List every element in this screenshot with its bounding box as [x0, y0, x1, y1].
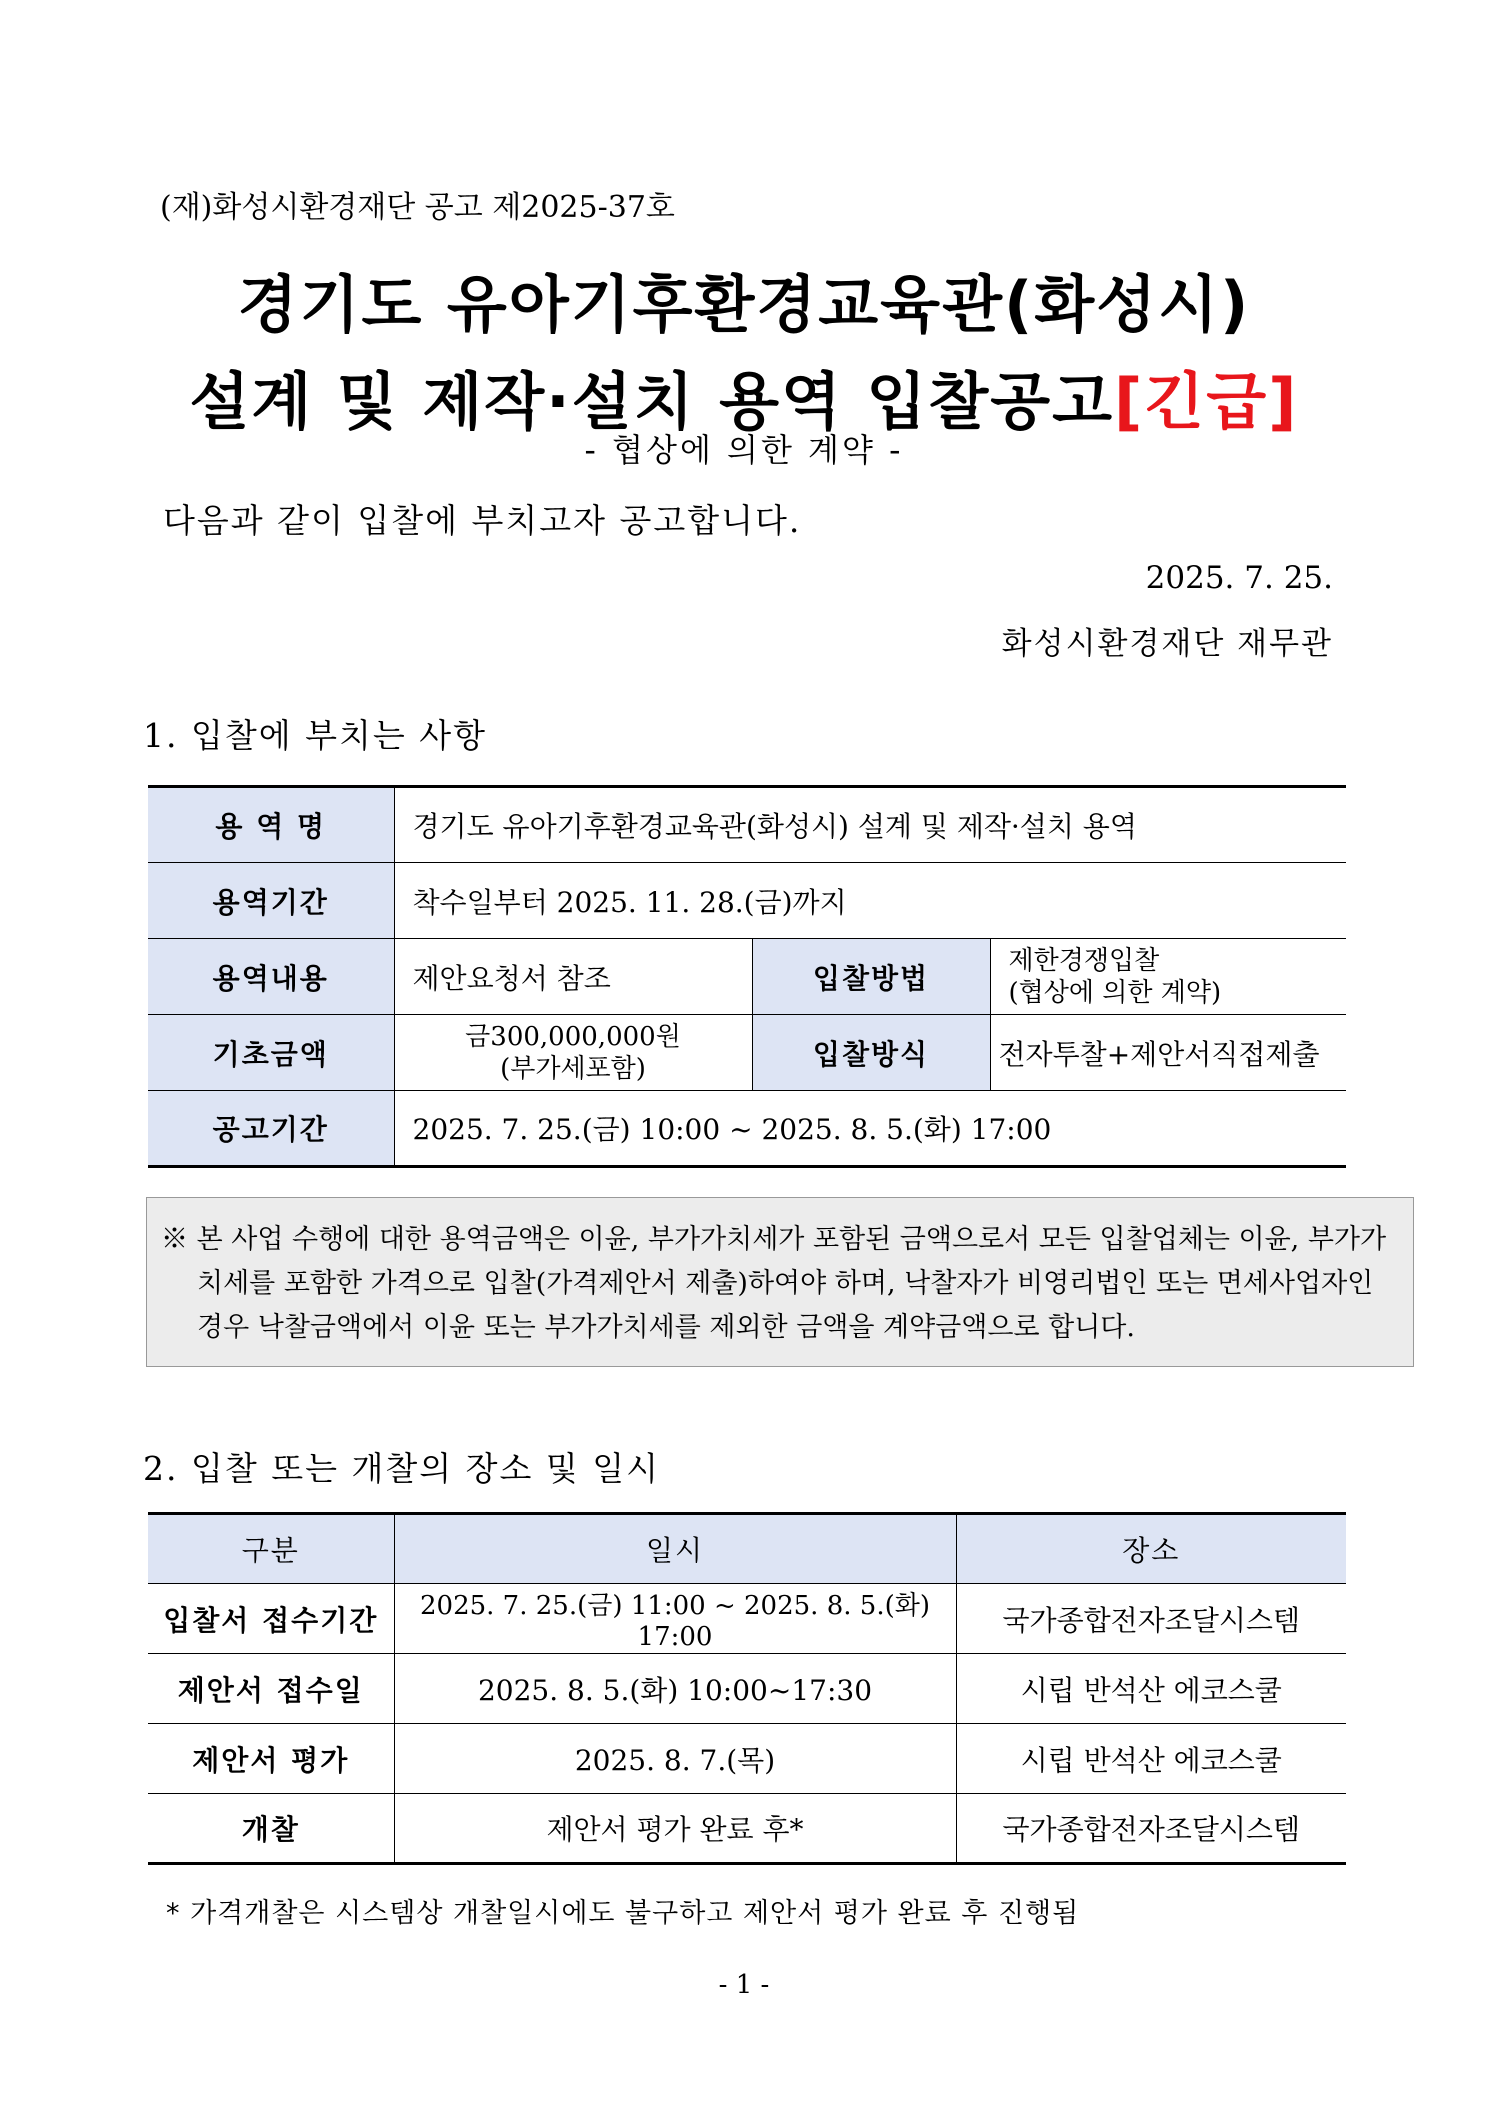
row-category: 제안서 평가 [148, 1724, 394, 1794]
note-box: ※ 본 사업 수행에 대한 용역금액은 이윤, 부가가치세가 포함된 금액으로서 모든 입찰업체는 이윤, 부가가치세를 포함한 가격으로 입찰(가격제안서 제출)하여야 하며, 낙찰자가 비영리법인 또는 면세사업자인 경우 낙찰금액에서 이윤 또는 부가가치세를 제외한 금액을 계약금액으로 합니다. [146, 1197, 1414, 1367]
content-value: 제안요청서 참조 [394, 939, 752, 1015]
row-datetime: 2025. 8. 5.(화) 10:00~17:30 [394, 1654, 956, 1724]
row-place: 국가종합전자조달시스템 [956, 1794, 1346, 1864]
notice-period-label: 공고기간 [148, 1091, 394, 1167]
row-place: 국가종합전자조달시스템 [956, 1584, 1346, 1654]
column-header: 구분 [148, 1514, 394, 1584]
table-row [148, 1015, 1346, 1091]
table-row [148, 863, 1346, 939]
table-row [148, 1091, 1346, 1167]
notice-period-value: 2025. 7. 25.(금) 10:00 ~ 2025. 8. 5.(화) 17:00 [394, 1091, 1346, 1167]
period-label: 용역기간 [148, 863, 394, 939]
table-row [148, 1724, 1346, 1794]
urgent-badge: [긴급] [1114, 365, 1299, 438]
issuer: 화성시환경재단 재무관 [1001, 626, 1333, 662]
base-amount-value [394, 1015, 752, 1091]
subtitle: - 협상에 의한 계약 - [584, 431, 904, 469]
title-line-1: 경기도 유아기후환경교육관(화성시) [237, 268, 1251, 341]
column-header: 장소 [956, 1514, 1346, 1584]
bid-type-value: 전자투찰+제안서직접제출 [990, 1015, 1346, 1091]
table-row [148, 1584, 1346, 1654]
bid-method-value [990, 939, 1346, 1015]
section-1-heading: 1. 입찰에 부치는 사항 [143, 716, 487, 755]
row-place: 시립 반석산 에코스쿨 [956, 1724, 1346, 1794]
row-category: 입찰서 접수기간 [148, 1584, 394, 1654]
table-row [148, 1654, 1346, 1724]
period-value: 착수일부터 2025. 11. 28.(금)까지 [394, 863, 1346, 939]
content-label: 용역내용 [148, 939, 394, 1015]
section-2-heading: 2. 입찰 또는 개찰의 장소 및 일시 [143, 1449, 660, 1488]
bid-method-line-2: (협상에 의한 계약) [1008, 977, 1222, 1008]
notice-date: 2025. 7. 25. [1145, 560, 1333, 596]
title-line-2-main: 설계 및 제작·설치 용역 입찰공고 [189, 365, 1115, 438]
base-amount-line-1: 금300,000,000원 [465, 1021, 681, 1052]
bid-method-line-1: 제한경쟁입찰 [1008, 945, 1160, 976]
table-row [148, 939, 1346, 1015]
bid-items-table [148, 785, 1346, 1168]
notice-number: (재)화성시환경재단 공고 제2025-37호 [160, 190, 675, 225]
schedule-table [148, 1512, 1346, 1865]
row-place: 시립 반석산 에코스쿨 [956, 1654, 1346, 1724]
service-name-value: 경기도 유아기후환경교육관(화성시) 설계 및 제작·설치 용역 [394, 787, 1346, 863]
column-header: 일시 [394, 1514, 956, 1584]
row-category: 개찰 [148, 1794, 394, 1864]
footnote: * 가격개찰은 시스템상 개찰일시에도 불구하고 제안서 평가 완료 후 진행됨 [166, 1898, 1080, 1929]
base-amount-label: 기초금액 [148, 1015, 394, 1091]
service-name-label: 용 역 명 [148, 787, 394, 863]
intro-text: 다음과 같이 입찰에 부치고자 공고합니다. [163, 501, 802, 540]
row-category: 제안서 접수일 [148, 1654, 394, 1724]
bid-method-label: 입찰방법 [752, 939, 990, 1015]
base-amount-line-2: (부가세포함) [500, 1053, 646, 1084]
table-header-row [148, 1514, 1346, 1584]
row-datetime: 2025. 7. 25.(금) 11:00 ~ 2025. 8. 5.(화) 17:00 [394, 1584, 956, 1654]
table-row [148, 1794, 1346, 1864]
table-row [148, 787, 1346, 863]
bid-type-label: 입찰방식 [752, 1015, 990, 1091]
page-number: - 1 - [718, 1970, 770, 2000]
row-datetime: 제안서 평가 완료 후* [394, 1794, 956, 1864]
row-datetime: 2025. 8. 7.(목) [394, 1724, 956, 1794]
